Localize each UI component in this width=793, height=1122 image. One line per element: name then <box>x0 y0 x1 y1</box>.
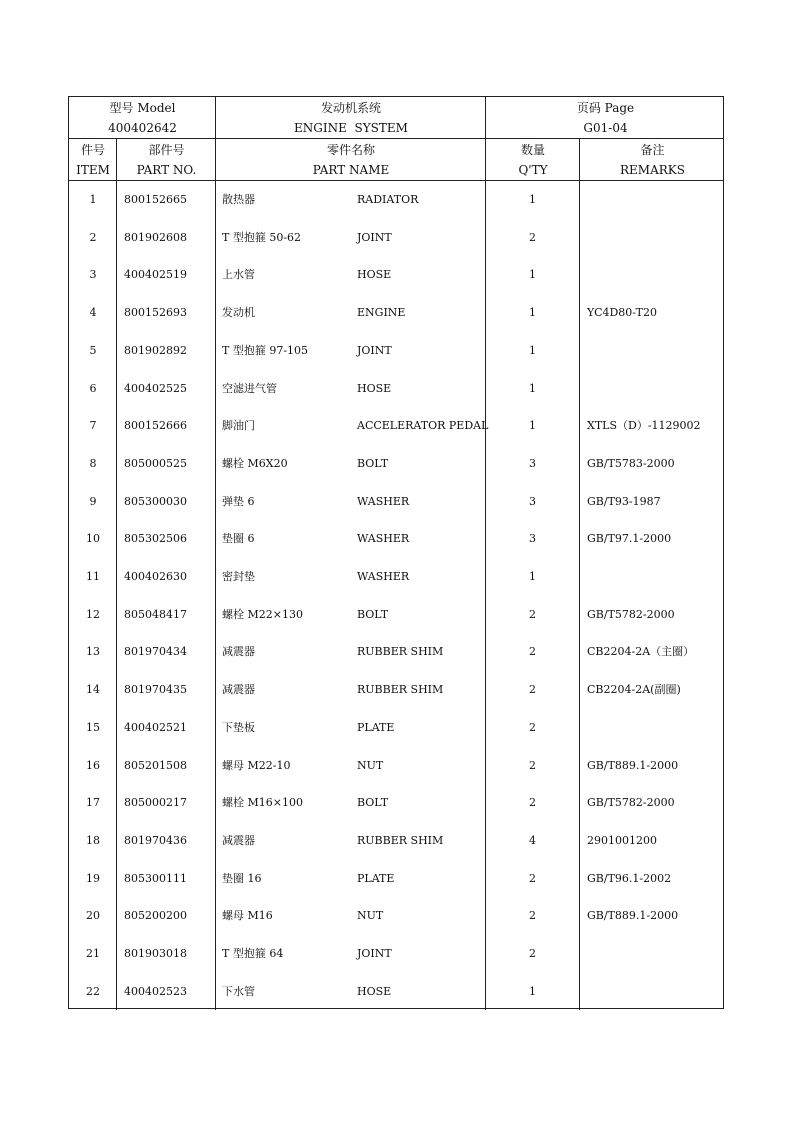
part-name-en: WASHER <box>357 494 410 508</box>
table-row <box>69 973 723 1011</box>
part-name-cn: 上水管 <box>222 268 255 282</box>
quantity: 3 <box>529 494 536 508</box>
part-name-en: WASHER <box>357 532 410 546</box>
remarks: GB/T5783-2000 <box>587 456 675 470</box>
item-number: 5 <box>89 343 97 357</box>
part-name-cn: 螺栓 M22×130 <box>222 607 303 621</box>
part-number: 801970436 <box>124 833 187 847</box>
part-number: 805048417 <box>124 607 187 621</box>
item-number: 1 <box>89 193 97 206</box>
col-name-cn: 零件名称 <box>326 143 375 157</box>
item-number: 8 <box>89 456 97 470</box>
part-number: 801903018 <box>124 947 187 960</box>
model-cell <box>69 97 216 138</box>
part-number: 800152666 <box>124 419 187 433</box>
page-label: 页码 Page <box>576 101 635 115</box>
col-item-cn: 件号 <box>80 143 105 157</box>
part-number: 801970434 <box>124 645 187 659</box>
part-name-cn: 空滤进气管 <box>222 381 277 395</box>
part-name-cn: 螺栓 M16×100 <box>222 796 303 810</box>
table-row <box>69 370 723 408</box>
part-name-en: ACCELERATOR PEDAL <box>357 419 489 433</box>
system-title-cn: 发动机系统 <box>320 101 381 115</box>
table-row <box>69 219 723 257</box>
part-name-cn: 下垫板 <box>222 720 255 734</box>
part-number: 800152665 <box>124 193 187 206</box>
part-name-cn: T 型抱箍 50-62 <box>222 230 302 244</box>
item-number: 22 <box>86 984 100 998</box>
table-row <box>69 596 723 634</box>
item-number: 7 <box>89 419 97 433</box>
part-number: 805000217 <box>124 796 187 810</box>
part-number: 400402519 <box>124 268 187 282</box>
quantity: 2 <box>529 758 536 772</box>
remarks: CB2204-2A(副圈) <box>587 683 681 697</box>
quantity: 3 <box>529 456 536 470</box>
part-name-en: PLATE <box>357 720 395 734</box>
col-remarks-en: REMARKS <box>620 163 685 177</box>
item-number: 14 <box>86 683 100 697</box>
item-number: 6 <box>89 381 97 395</box>
part-name-en: HOSE <box>357 381 392 395</box>
part-name-cn: 弹垫 6 <box>222 494 255 508</box>
page-cell <box>486 97 725 138</box>
part-number: 805302506 <box>124 532 187 546</box>
table-row <box>69 520 723 558</box>
item-number: 15 <box>86 720 100 734</box>
part-number: 805200200 <box>124 909 187 923</box>
part-name-en: JOINT <box>357 343 392 357</box>
part-number: 805201508 <box>124 758 187 772</box>
table-row <box>69 784 723 822</box>
item-number: 10 <box>86 532 100 546</box>
remarks: GB/T5782-2000 <box>587 796 675 810</box>
remarks: GB/T97.1-2000 <box>587 532 672 546</box>
part-name-cn: 减震器 <box>222 833 255 847</box>
table-row <box>69 747 723 785</box>
table-row <box>69 822 723 860</box>
part-name-en: JOINT <box>357 230 392 244</box>
col-part-en: PART NO. <box>136 163 197 177</box>
part-name-cn: 垫圈 6 <box>222 532 255 546</box>
system-cell <box>216 97 486 138</box>
part-name-en: RUBBER SHIM <box>357 683 444 697</box>
quantity: 2 <box>529 230 536 244</box>
quantity: 2 <box>529 683 536 697</box>
item-number: 2 <box>89 230 97 244</box>
table-row <box>69 897 723 935</box>
table-row <box>69 256 723 294</box>
table-row <box>69 709 723 747</box>
part-name-en: PLATE <box>357 871 395 885</box>
item-number: 13 <box>86 645 100 659</box>
part-number: 805300111 <box>124 871 187 885</box>
table-body <box>69 181 723 1010</box>
col-qty-cn: 数量 <box>520 143 545 157</box>
model-label: 型号 Model <box>109 101 176 115</box>
system-title-en: ENGINE SYSTEM <box>294 121 408 135</box>
remarks: GB/T96.1-2002 <box>587 871 672 885</box>
table-row <box>69 935 723 973</box>
table-row <box>69 407 723 445</box>
quantity: 1 <box>529 268 536 282</box>
remarks: GB/T889.1-2000 <box>587 758 679 772</box>
remarks: 2901001200 <box>587 833 657 847</box>
part-name-en: BOLT <box>357 796 389 810</box>
item-number: 11 <box>86 570 100 583</box>
remarks: GB/T889.1-2000 <box>587 909 679 923</box>
part-name-cn: 下水管 <box>222 984 255 998</box>
table-row <box>69 332 723 370</box>
part-name-en: JOINT <box>357 947 392 960</box>
item-number: 3 <box>89 268 97 282</box>
part-name-en: BOLT <box>357 607 389 621</box>
divider <box>485 97 486 139</box>
item-number: 21 <box>86 947 100 960</box>
part-name-cn: 密封垫 <box>222 570 255 583</box>
part-name-en: NUT <box>357 758 384 772</box>
part-name-cn: 减震器 <box>222 683 255 697</box>
part-name-en: ENGINE <box>357 306 406 320</box>
part-name-en: BOLT <box>357 456 389 470</box>
part-name-cn: 螺母 M16 <box>222 909 273 923</box>
page-value: G01-04 <box>583 121 628 135</box>
table-row <box>69 860 723 898</box>
column-header-row <box>69 139 723 181</box>
col-name-header <box>216 139 486 181</box>
quantity: 2 <box>529 720 536 734</box>
quantity: 2 <box>529 871 536 885</box>
table-row <box>69 445 723 483</box>
table-row <box>69 294 723 332</box>
table-row <box>69 483 723 521</box>
part-number: 400402523 <box>124 984 187 998</box>
table-header <box>69 97 723 181</box>
item-number: 4 <box>89 306 97 320</box>
quantity: 1 <box>529 419 536 433</box>
quantity: 1 <box>529 984 536 998</box>
part-number: 805000525 <box>124 456 187 470</box>
part-name-cn: 发动机 <box>222 306 255 320</box>
quantity: 4 <box>529 833 536 847</box>
divider <box>215 97 216 139</box>
table-row <box>69 671 723 709</box>
remarks: XTLS（D）-1129002 <box>587 419 701 433</box>
part-number: 400402521 <box>124 720 187 734</box>
part-name-en: RUBBER SHIM <box>357 645 444 659</box>
part-name-cn: 垫圈 16 <box>222 871 262 885</box>
quantity: 1 <box>529 381 536 395</box>
table-row <box>69 633 723 671</box>
part-name-cn: T 型抱箍 64 <box>222 947 284 960</box>
remarks: GB/T93-1987 <box>587 494 661 508</box>
part-number: 400402525 <box>124 381 187 395</box>
item-number: 19 <box>86 871 100 885</box>
item-number: 18 <box>86 833 100 847</box>
part-number: 801970435 <box>124 683 187 697</box>
part-number: 801902892 <box>124 343 187 357</box>
remarks: YC4D80-T20 <box>587 306 657 320</box>
item-number: 20 <box>86 909 100 923</box>
col-name-en: PART NAME <box>312 163 390 177</box>
col-item-header <box>69 139 117 181</box>
table-row <box>69 181 723 219</box>
part-name-en: HOSE <box>357 984 392 998</box>
part-name-en: RUBBER SHIM <box>357 833 444 847</box>
quantity: 2 <box>529 909 536 923</box>
model-value: 400402642 <box>108 121 177 135</box>
part-number: 805300030 <box>124 494 187 508</box>
parts-table <box>68 96 724 1009</box>
table-row <box>69 558 723 596</box>
col-part-cn: 部件号 <box>148 143 185 157</box>
item-number: 12 <box>86 607 100 621</box>
col-part-header <box>117 139 216 181</box>
part-name-en: WASHER <box>357 570 410 583</box>
col-remarks-cn: 备注 <box>640 143 665 157</box>
part-name-cn: 减震器 <box>222 645 255 659</box>
quantity: 2 <box>529 607 536 621</box>
quantity: 3 <box>529 532 536 546</box>
part-name-cn: 螺栓 M6X20 <box>222 456 288 470</box>
part-name-en: RADIATOR <box>357 193 419 206</box>
part-number: 400402630 <box>124 570 187 583</box>
part-name-cn: 散热器 <box>222 193 255 206</box>
col-item-en: ITEM <box>76 163 110 177</box>
quantity: 1 <box>529 570 536 583</box>
part-number: 801902608 <box>124 230 187 244</box>
part-name-cn: 螺母 M22-10 <box>222 758 291 772</box>
quantity: 1 <box>529 193 536 206</box>
part-number: 800152693 <box>124 306 187 320</box>
item-number: 17 <box>86 796 100 810</box>
quantity: 1 <box>529 343 536 357</box>
item-number: 16 <box>86 758 100 772</box>
col-remarks-header <box>580 139 725 181</box>
part-name-en: NUT <box>357 909 384 923</box>
header-title-row <box>69 97 723 139</box>
quantity: 2 <box>529 796 536 810</box>
quantity: 2 <box>529 947 536 960</box>
col-qty-en: Q'TY <box>518 163 548 177</box>
part-name-en: HOSE <box>357 268 392 282</box>
item-number: 9 <box>89 494 97 508</box>
part-name-cn: 脚油门 <box>222 419 255 433</box>
remarks: CB2204-2A（主圈） <box>587 645 695 659</box>
col-qty-header <box>486 139 580 181</box>
remarks: GB/T5782-2000 <box>587 607 675 621</box>
part-name-cn: T 型抱箍 97-105 <box>222 343 309 357</box>
quantity: 1 <box>529 306 536 320</box>
quantity: 2 <box>529 645 536 659</box>
